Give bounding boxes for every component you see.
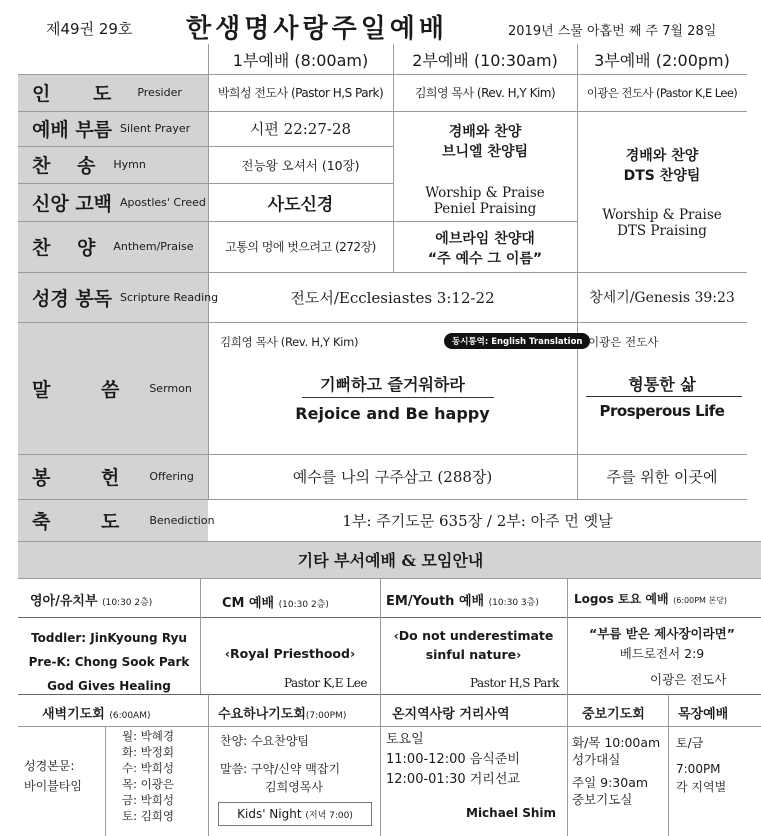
dept-logos-head: Logos 토요 예배 (6:00PM 본당) (574, 592, 728, 606)
benediction-text: 1부: 주기도문 635장 / 2부: 아주 먼 옛날 (342, 511, 613, 530)
scripture-service-3: 창세기/Genesis 39:23 (589, 290, 735, 306)
scripture-service-12: 전도서/Ecclesiastes 3:12-22 (290, 288, 495, 307)
presider-service-1: 박희성 전도사 (Pastor H,S Park) (217, 86, 384, 100)
anthem-service-1: 고통의 멍에 벗으려고 (272장) (225, 240, 376, 254)
praise-block-service-2: 경배와 찬양 브니엘 찬양팀 Worship & Praise Peniel Praising (425, 124, 545, 217)
silent-service-1: 시편 22:27-28 (249, 120, 352, 138)
dept-em-body: ‹Do not underestimate sinful nature› (393, 628, 554, 662)
sermon-title-ko: 기뻐하고 즐거워하라 (320, 374, 465, 394)
hymn-service-1: 전능왕 오셔서 (10장) (241, 157, 360, 173)
service-2-header: 2부예배 (10:30am) (412, 50, 558, 70)
street-ministry-leader: Michael Shim (466, 806, 557, 820)
dept-cm-pastor: Pastor K,E Lee (284, 676, 367, 690)
kids-night-box: Kids' Night (저녁 7:00) (218, 802, 372, 826)
presider-service-2: 김희영 목사 (Rev. H,Y Kim) (414, 86, 556, 100)
row-label-benediction: 축 도 Benediction (32, 510, 215, 533)
dawn-prayer-head: 새벽기도회 (6:00AM) (42, 707, 151, 722)
row-label-presider: 인 도 Presider (32, 83, 182, 105)
dawn-scripture-label: 성경본문: 바이블타임 (24, 759, 82, 793)
sermon3-title-en: Prosperous Life (599, 402, 725, 420)
dawn-schedule: 월: 박혜경 화: 박정회 수: 박희성 목: 이광은 금: 박희성 토: 김희영 (122, 729, 174, 823)
translation-badge: 동시통역: English Translation (444, 333, 590, 349)
dept-logos-pastor: 이광은 전도사 (650, 672, 727, 687)
sermon-speaker-3: 이광은 전도사 (588, 335, 659, 349)
dept-em-head: EM/Youth 예배 (10:30 3층) (386, 594, 539, 609)
row-label-sermon: 말 씀 Sermon (32, 378, 192, 401)
sermon3-title-ko: 형통한 삶 (628, 374, 696, 394)
sermon3-divider (586, 396, 742, 397)
dept-cm-head: CM 예배 (10:30 2층) (222, 596, 329, 611)
wed-prayer-body: 찬양: 수요찬양팀 말씀: 구약/신약 맥잡기 김희영목사 (220, 734, 341, 794)
other-services-title: 기타 부서예배 & 모임안내 (297, 551, 484, 570)
row-label-scripture: 성경 봉독 Scripture Reading (32, 287, 219, 310)
sermon-title-en: Rejoice and Be happy (295, 403, 490, 423)
page-title: 한생명사랑주일예배 (186, 14, 449, 44)
mokjang-body: 토/금 7:00PM 각 지역별 (676, 736, 727, 794)
intercession-head: 중보기도회 (582, 707, 645, 722)
sermon-speaker-12: 김희영 목사 (Rev. H,Y Kim) (220, 335, 359, 349)
row-label-hymn: 찬 송 Hymn (32, 155, 146, 177)
service-3-header: 3부예배 (2:00pm) (594, 50, 730, 70)
wed-prayer-head: 수요하나기도회(7:00PM) (218, 707, 347, 722)
street-ministry-head: 온지역사랑 거리사역 (392, 707, 510, 722)
dept-children-body: Toddler: JinKyoung Ryu Pre-K: Chong Sook Park God Gives Healing (28, 631, 190, 693)
dept-children-head: 영아/유치부 (10:30 2층) (30, 594, 153, 609)
row-label-offering: 봉 헌 Offering (32, 467, 194, 489)
street-ministry-body: 토요일 11:00-12:00 음식준비 12:00-01:30 거리선교 (386, 732, 520, 787)
offering-service-12: 예수를 나의 구주삼고 (288장) (292, 468, 493, 486)
creed-service-1: 사도신경 (267, 194, 334, 215)
praise-block-service-3: 경배와 찬양 DTS 찬양팀 Worship & Praise DTS Praising (602, 148, 722, 239)
presider-service-3: 이광은 전도사 (Pastor K,E Lee) (586, 85, 738, 100)
service-1-header: 1부예배 (8:00am) (232, 50, 369, 70)
anthem-service-2: 에브라임 찬양대 “주 예수 그 이름” (427, 231, 543, 267)
row-label-anthem: 찬 양 Anthem/Praise (32, 237, 194, 259)
volume-label: 제49권 29호 (46, 20, 133, 38)
dept-em-pastor: Pastor H,S Park (470, 676, 559, 690)
offering-service-3: 주를 위한 이곳에 (606, 468, 718, 486)
row-label-creed: 신앙 고백 Apostles' Creed (32, 192, 206, 215)
mokjang-head: 목장예배 (678, 707, 729, 722)
row-label-silent: 예배 부름 Silent Prayer (32, 119, 191, 141)
dept-cm-body: ‹Royal Priesthood› (224, 646, 356, 661)
sermon-divider (302, 397, 494, 398)
dept-logos-body: “부름 받은 제사장이라면” 베드로전서 2:9 (589, 626, 735, 661)
date-label: 2019년 스물 아홉번 째 주 7월 28일 (508, 24, 717, 39)
intercession-body: 화/목 10:00am 성가대실 주일 9:30am 중보기도실 (572, 735, 661, 807)
